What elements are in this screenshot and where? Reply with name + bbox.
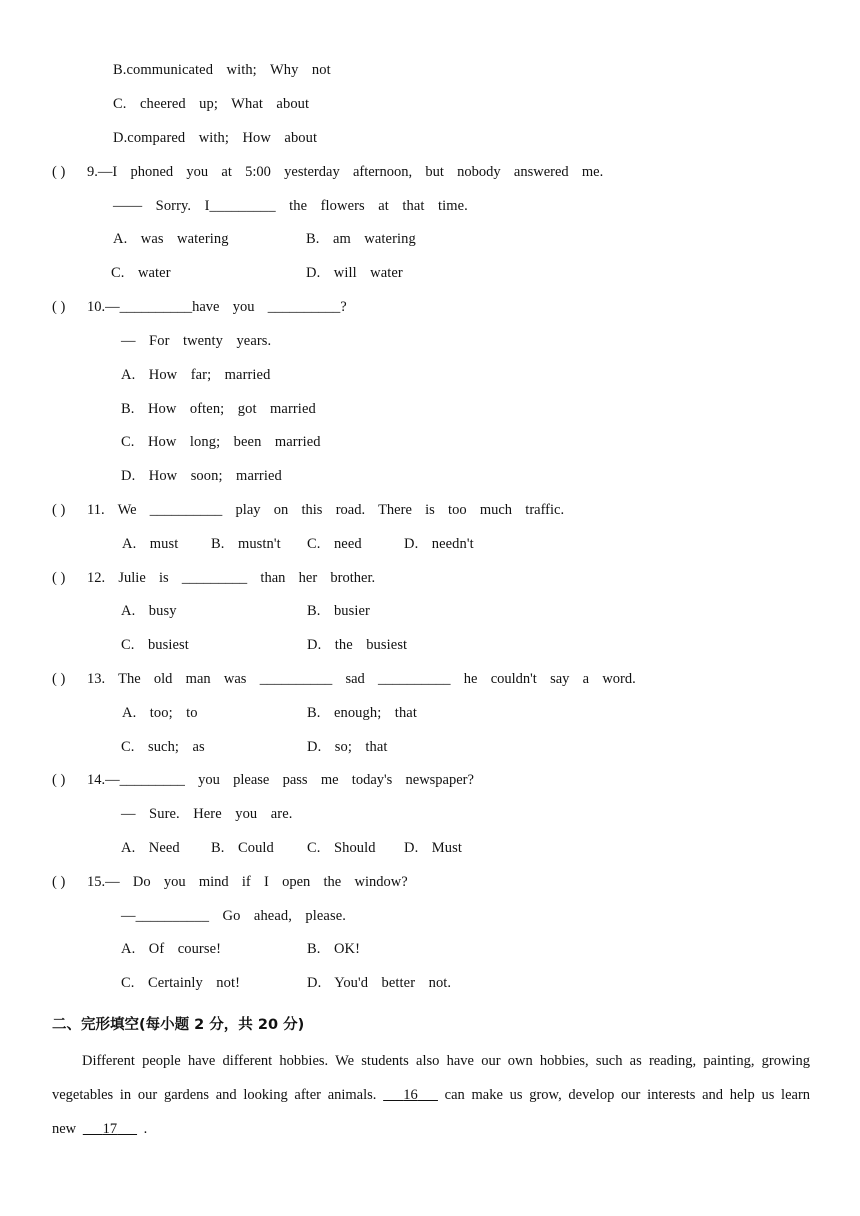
q13-option-c: C. such; as <box>121 739 205 755</box>
q15-option-a: A. Of course! <box>121 941 222 957</box>
q11-answer-paren[interactable]: ( ) <box>52 502 66 518</box>
q15-stem: 15.— Do you mind if I open the window? <box>87 874 408 890</box>
cloze-paragraph <box>52 1044 810 1146</box>
q9-option-a: A. was watering <box>113 231 229 247</box>
q10-option-c: C. How long; been married <box>121 434 321 450</box>
q10-option-b: B. How often; got married <box>121 401 316 417</box>
cloze-text-end: . <box>143 1121 148 1137</box>
q11-stem: 11. We __________ play on this road. There is too much traffic. <box>87 502 565 518</box>
q13-answer-paren[interactable]: ( ) <box>52 671 66 687</box>
q15-option-c: C. Certainly not! <box>121 975 241 991</box>
blank-16[interactable] <box>383 1087 438 1103</box>
q12-option-c: C. busiest <box>121 637 189 653</box>
q13-stem: 13. The old man was __________ sad __________ he couldn't say a word. <box>87 671 636 687</box>
section-heading: 二、完形填空(每小题 2 分，共 20 分) <box>52 1017 305 1033</box>
q13-option-d: D. so; that <box>307 739 388 755</box>
q11-option-d: D. needn't <box>404 536 474 552</box>
cloze-text-part2: can make us grow, develop our interests and help us learn new <box>52 1087 811 1137</box>
q13-option-a: A. too; to <box>122 705 198 721</box>
q8-option-c: C. cheered up; What about <box>113 96 310 112</box>
q12-answer-paren[interactable]: ( ) <box>52 570 66 586</box>
q14-option-d: D. Must <box>404 840 462 856</box>
q10-dialog: — For twenty years. <box>121 333 272 349</box>
q14-stem: 14.—_________ you please pass me today's newspaper? <box>87 772 474 788</box>
q8-option-b: B.communicated with; Why not <box>113 62 331 78</box>
q12-option-a: A. busy <box>121 603 177 619</box>
q15-dialog: —__________ Go ahead, please. <box>121 908 346 924</box>
q14-option-a: A. Need <box>121 840 180 856</box>
q8-option-d: D.compared with; How about <box>113 130 318 146</box>
q9-stem: 9.—I phoned you at 5:00 yesterday afternoon, but nobody answered me. <box>87 164 604 180</box>
q9-option-b: B. am watering <box>306 231 416 247</box>
q11-option-b: B. mustn't <box>211 536 281 552</box>
q9-dialog: —— Sorry. I_________ the flowers at that time. <box>113 198 468 214</box>
blank-17[interactable] <box>83 1121 137 1137</box>
q12-stem: 12. Julie is _________ than her brother. <box>87 570 376 586</box>
q10-option-d: D. How soon; married <box>121 468 282 484</box>
q12-option-b: B. busier <box>307 603 370 619</box>
q10-answer-paren[interactable]: ( ) <box>52 299 66 315</box>
blank-16-number: 16 <box>403 1087 418 1103</box>
q9-answer-paren[interactable]: ( ) <box>52 164 66 180</box>
q14-dialog: — Sure. Here you are. <box>121 806 293 822</box>
blank-17-number: 17 <box>102 1121 118 1137</box>
q9-option-c: C. water <box>111 265 171 281</box>
q15-option-d: D. You'd better not. <box>307 975 452 991</box>
q11-option-c: C. need <box>307 536 362 552</box>
q15-option-b: B. OK! <box>307 941 361 957</box>
cloze-text-part1: Different people have different hobbies. We students also have our own hobbies, such as reading, painting, growing vegetables in our gardens and looking after animals. <box>52 1053 810 1103</box>
q12-option-d: D. the busiest <box>307 637 408 653</box>
q14-option-c: C. Should <box>307 840 376 856</box>
q11-option-a: A. must <box>122 536 179 552</box>
q9-option-d: D. will water <box>306 265 403 281</box>
q10-option-a: A. How far; married <box>121 367 271 383</box>
q13-option-b: B. enough; that <box>307 705 417 721</box>
q14-option-b: B. Could <box>211 840 274 856</box>
q15-answer-paren[interactable]: ( ) <box>52 874 66 890</box>
q10-stem: 10.—__________have you __________? <box>87 299 347 315</box>
q14-answer-paren[interactable]: ( ) <box>52 772 66 788</box>
